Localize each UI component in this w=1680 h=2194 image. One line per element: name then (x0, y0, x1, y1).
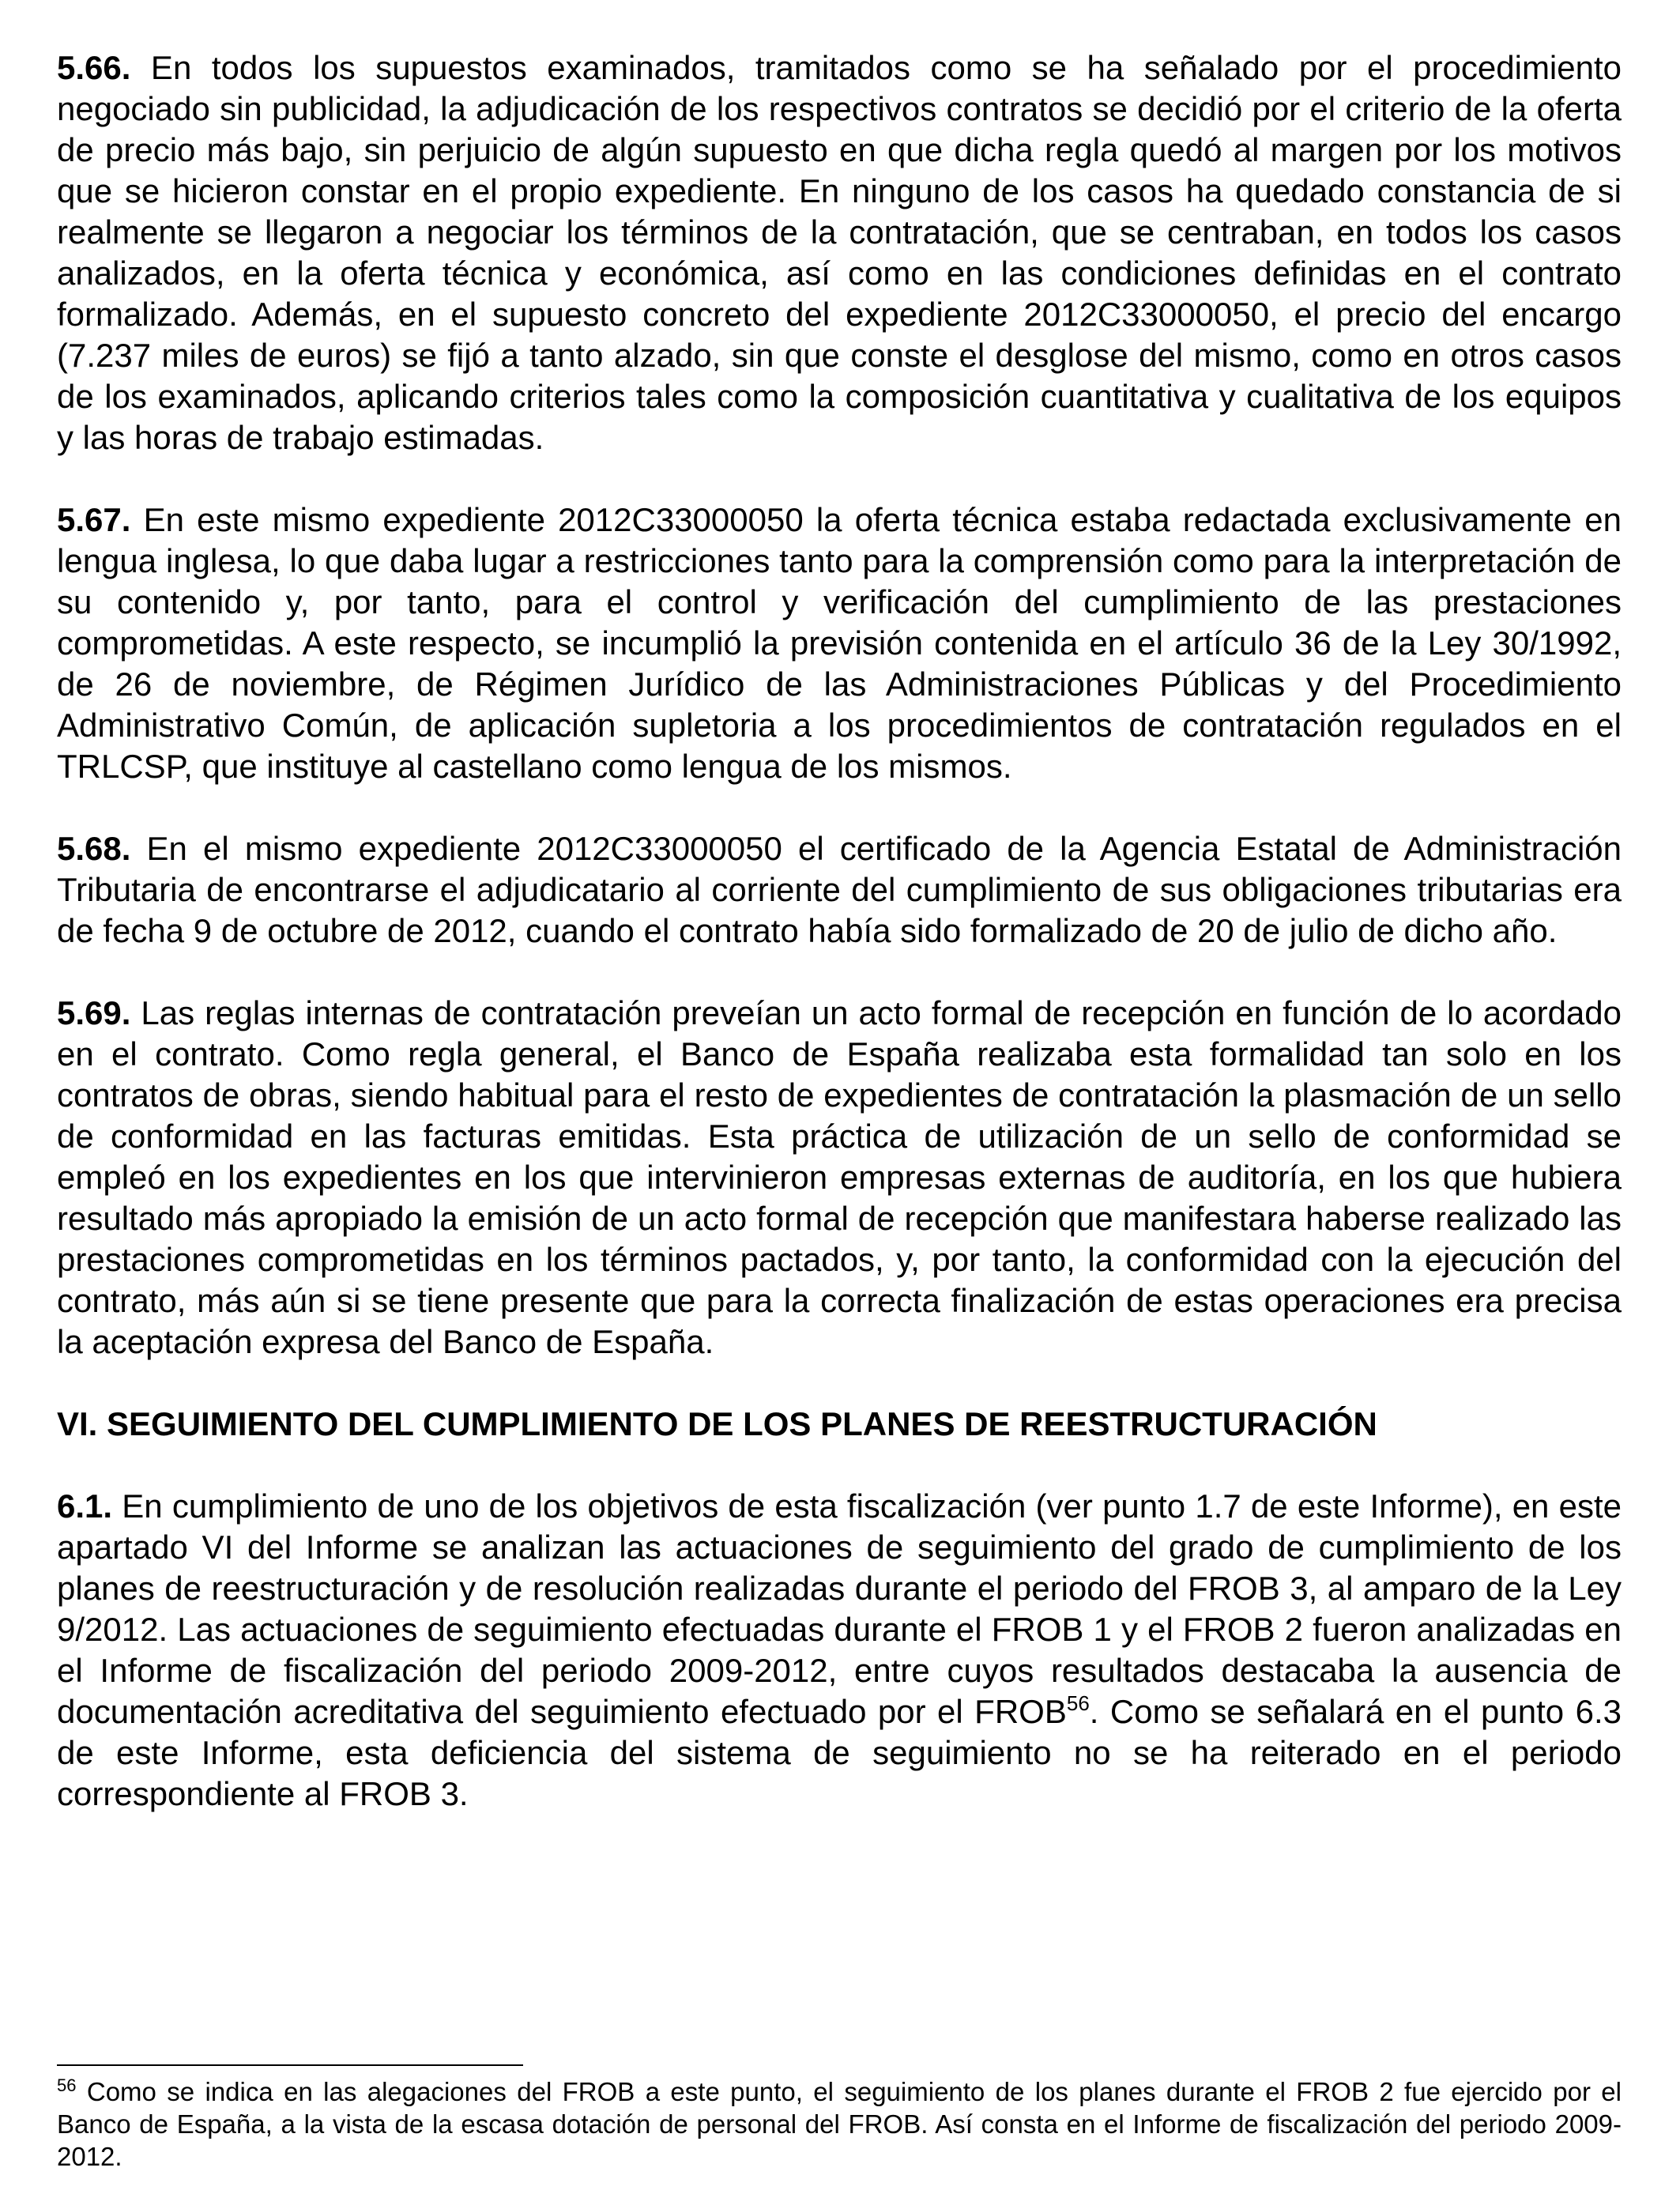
paragraph-5-69 (57, 993, 1622, 1363)
footnote-reference[interactable]: 56 (1066, 1691, 1090, 1715)
paragraph-text: En cumplimiento de uno de los objetivos de esta fiscalización (ver punto 1.7 de este Informe), en este apartado VI del Informe se analizan las actuaciones de seguimiento del grado de cumplimiento de los planes de reestructuración y de resolución realizadas durante el periodo del FROB 3, al amparo de la Ley 9/2012. Las actuaciones de seguimiento efectuadas durante el FROB 1 y el FROB 2 fueron analizadas en el Informe de fiscalización del periodo 2009-2012, entre cuyos resultados destacaba la ausencia de documentación acreditativa del seguimiento efectuado por el FROB (57, 1487, 1622, 1730)
footnote-56 (57, 2075, 1622, 2173)
paragraph-6-1 (57, 1486, 1622, 1815)
paragraph-5-68 (57, 828, 1622, 952)
paragraph-text: En todos los supuestos examinados, tramitados como se ha señalado por el procedimiento negociado sin publicidad, la adjudicación de los respectivos contratos se decidió por el criterio de la oferta de precio más bajo, sin perjuicio de algún supuesto en que dicha regla quedó al margen por los motivos que se hicieron constar en el propio expediente. En ninguno de los casos ha quedado constancia de si realmente se llegaron a negociar los términos de la contratación, que se centraban, en todos los casos analizados, en la oferta técnica y económica, así como en las condiciones definidas en el contrato formalizado. Además, en el supuesto concreto del expediente 2012C33000050, el precio del encargo (7.237 miles de euros) se fijó a tanto alzado, sin que conste el desglose del mismo, como en otros casos de los examinados, aplicando criterios tales como la composición cuantitativa y cualitativa de los equipos y las horas de trabajo estimadas. (57, 49, 1622, 456)
section-heading: VI. SEGUIMIENTO DEL CUMPLIMIENTO DE LOS PLANES DE REESTRUCTURACIÓN (57, 1405, 1377, 1442)
paragraph-5-66 (57, 47, 1622, 458)
paragraph-number: 5.69. (57, 994, 131, 1031)
footnote-text: Como se indica en las alegaciones del FROB a este punto, el seguimiento de los planes durante el FROB 2 fue ejercido por el Banco de España, a la vista de la escasa dotación de personal del FROB. Así consta en el Informe de fiscalización del periodo 2009-2012. (57, 2077, 1622, 2171)
paragraph-text-continued: . Como se señalará en el punto 6.3 de este Informe, esta deficiencia del sistema de seguimiento no se ha reiterado en el periodo correspondiente al FROB 3. (57, 1693, 1622, 1812)
footnote-separator (57, 2064, 523, 2066)
paragraph-text: En el mismo expediente 2012C33000050 el certificado de la Agencia Estatal de Administración Tributaria de encontrarse el adjudicatario al corriente del cumplimiento de sus obligaciones tributarias era de fecha 9 de octubre de 2012, cuando el contrato había sido formalizado de 20 de julio de dicho año. (57, 830, 1622, 949)
paragraph-number: 5.66. (57, 49, 131, 86)
footnote-marker: 56 (57, 2075, 77, 2095)
paragraph-number: 6.1. (57, 1487, 113, 1525)
paragraph-number: 5.67. (57, 501, 131, 538)
paragraph-number: 5.68. (57, 830, 131, 867)
paragraph-text: Las reglas internas de contratación preveían un acto formal de recepción en función de lo acordado en el contrato. Como regla general, el Banco de España realizaba esta formalidad tan solo en los contratos de obras, siendo habitual para el resto de expedientes de contratación la plasmación de un sello de conformidad en las facturas emitidas. Esta práctica de utilización de un sello de conformidad se empleó en los expedientes en los que intervinieron empresas externas de auditoría, en los que hubiera resultado más apropiado la emisión de un acto formal de recepción que manifestara haberse realizado las prestaciones comprometidas en los términos pactados, y, por tanto, la conformidad con la ejecución del contrato, más aún si se tiene presente que para la correcta finalización de estas operaciones era precisa la aceptación expresa del Banco de España. (57, 994, 1622, 1360)
paragraph-5-67 (57, 499, 1622, 787)
document-body (57, 47, 1622, 1856)
paragraph-text: En este mismo expediente 2012C33000050 la oferta técnica estaba redactada exclusivamente en lengua inglesa, lo que daba lugar a restricciones tanto para la comprensión como para la interpretación de su contenido y, por tanto, para el control y verificación del cumplimiento de las prestaciones comprometidas. A este respecto, se incumplió la previsión contenida en el artículo 36 de la Ley 30/1992, de 26 de noviembre, de Régimen Jurídico de las Administraciones Públicas y del Procedimiento Administrativo Común, de aplicación supletoria a los procedimientos de contratación regulados en el TRLCSP, que instituye al castellano como lengua de los mismos. (57, 501, 1622, 785)
